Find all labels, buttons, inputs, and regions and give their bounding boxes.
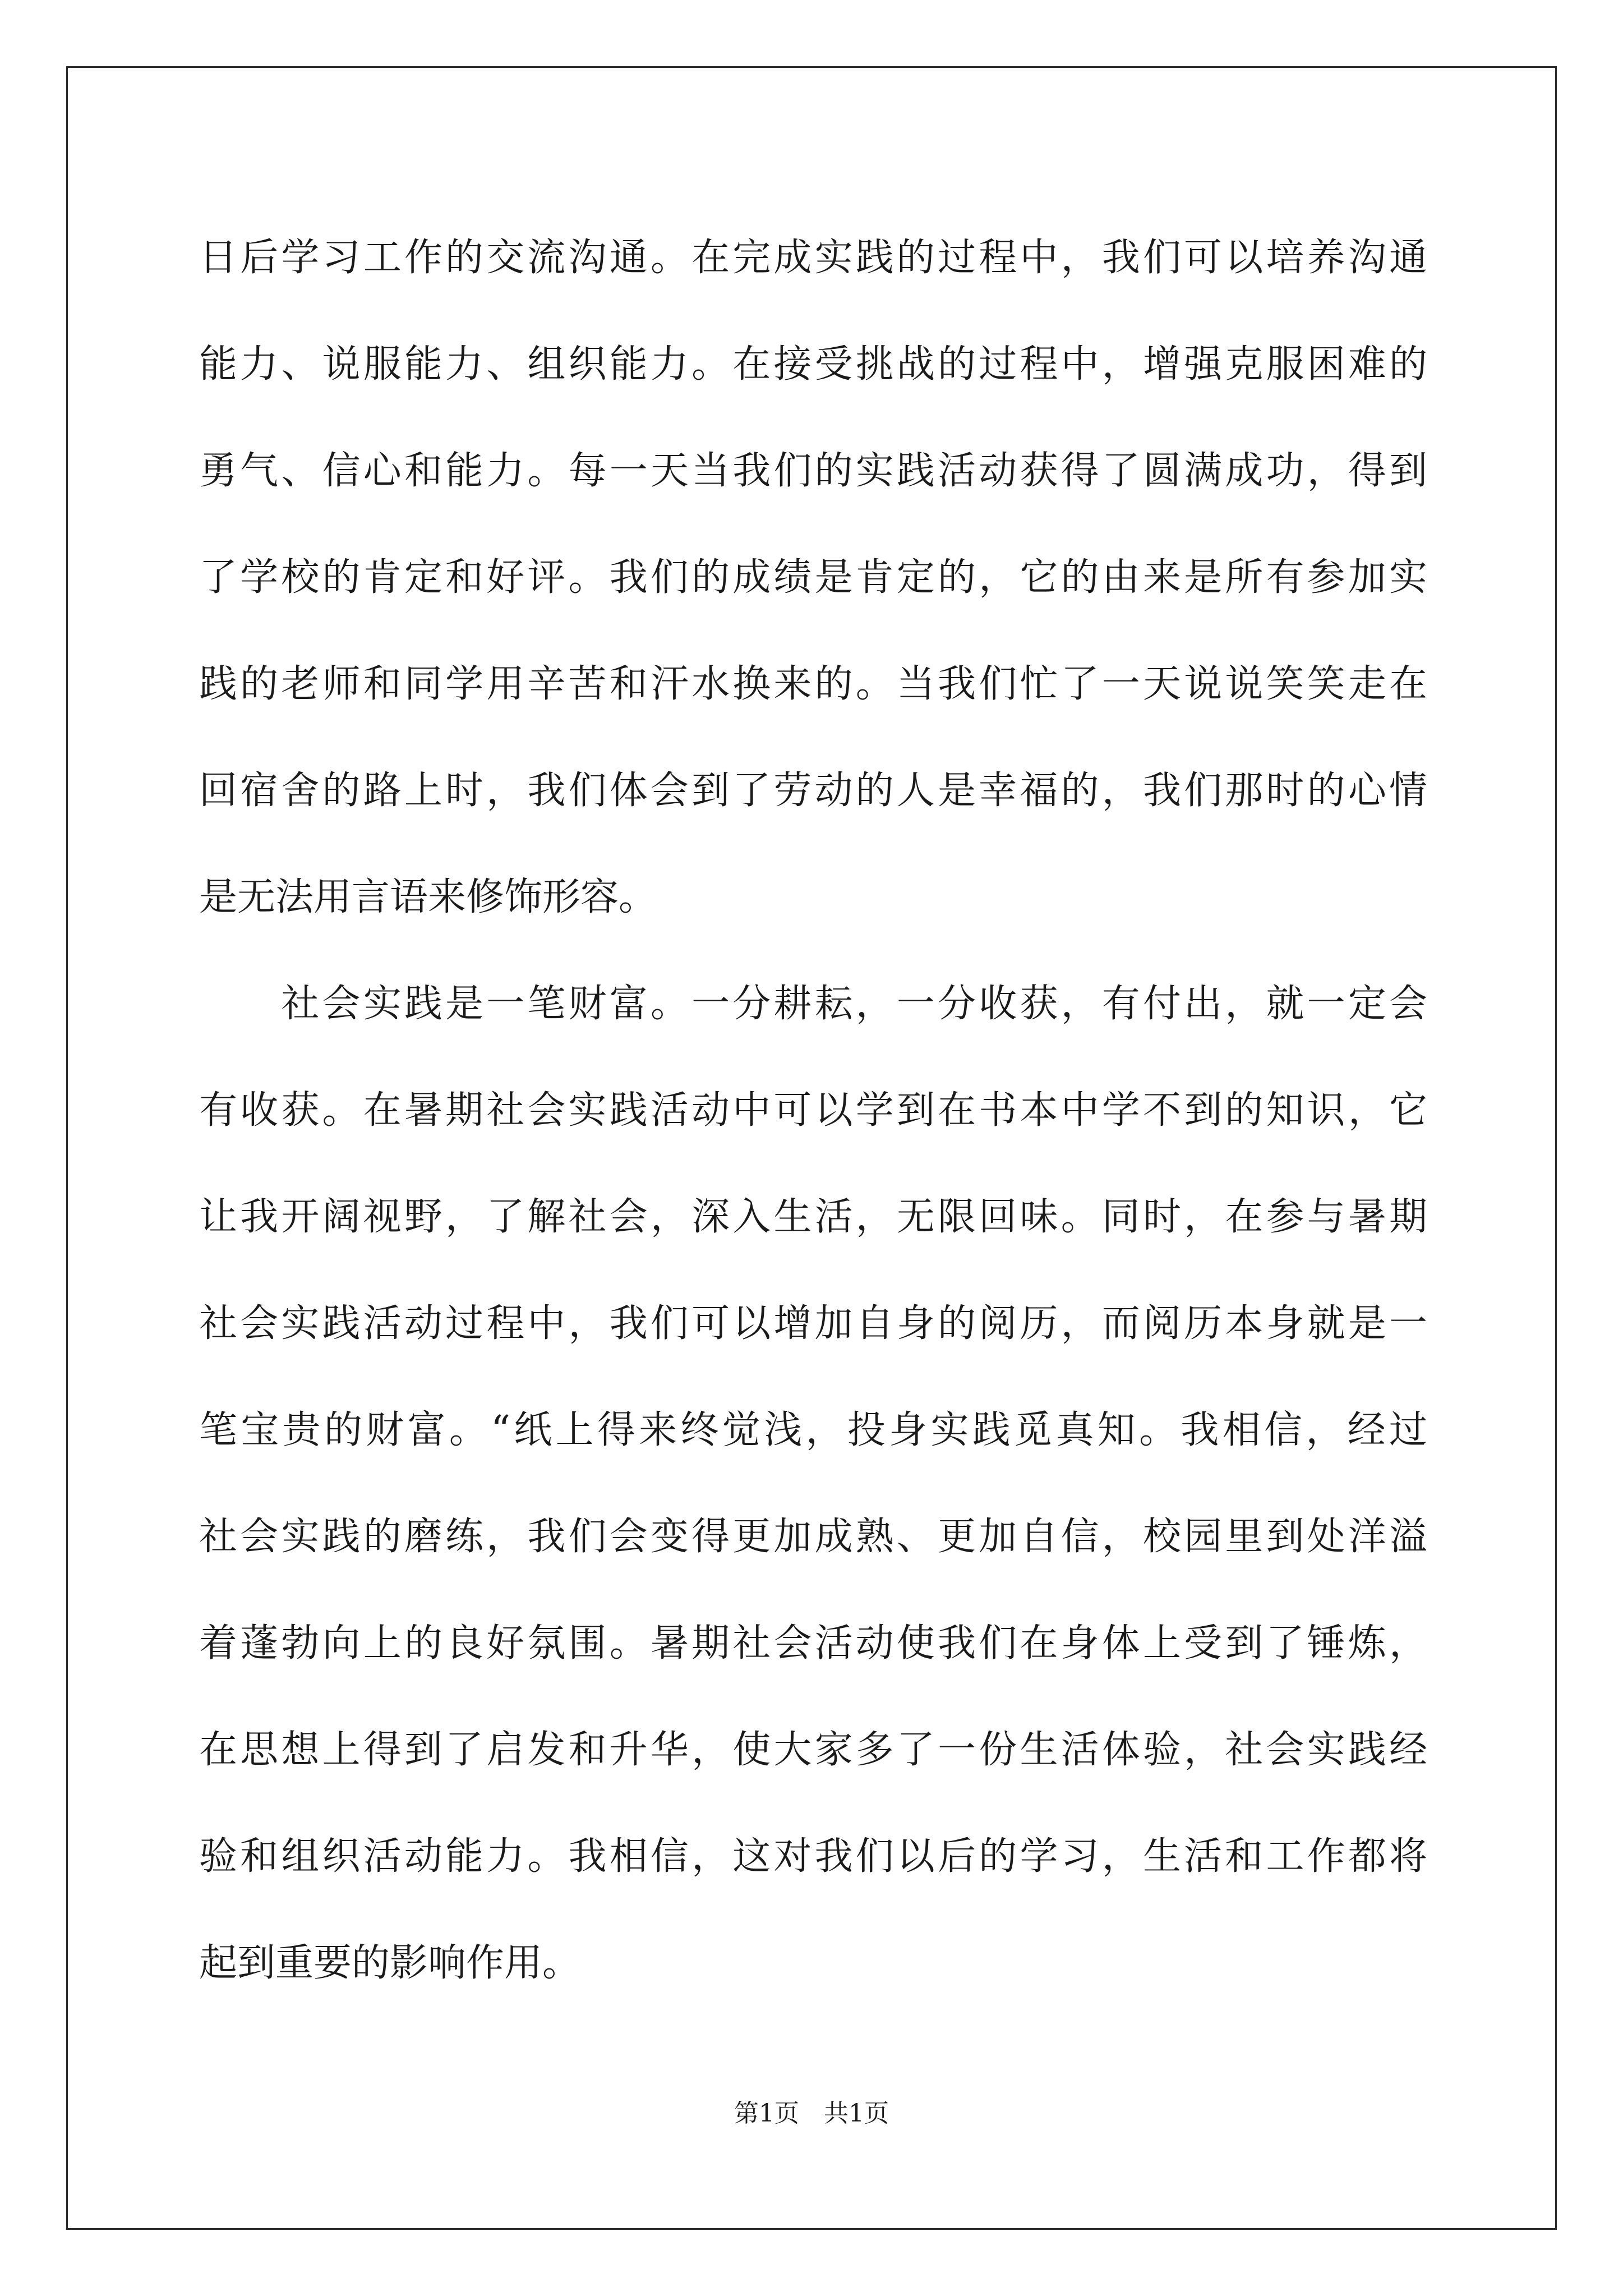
paragraph-line: 践的老师和同学用辛苦和汗水换来的。当我们忙了一天说说笑笑走在: [199, 662, 1427, 706]
paragraph-line: 社会实践是一笔财富。一分耕耘，一分收获，有付出，就一定会: [199, 982, 1427, 1026]
page-number-current: 第1页: [734, 2099, 799, 2128]
paragraph-line: 社会实践的磨练，我们会变得更加成熟、更加自信，校园里到处洋溢: [199, 1515, 1427, 1559]
paragraph-line: 勇气、信心和能力。每一天当我们的实践活动获得了圆满成功，得到: [199, 449, 1427, 493]
paragraph-line: 是无法用言语来修饰形容。: [199, 875, 657, 919]
document-body: [199, 216, 1427, 2028]
paragraph-line: 社会实践活动过程中，我们可以增加自身的阅历，而阅历本身就是一: [199, 1301, 1427, 1346]
page-number-total: 共1页: [824, 2099, 889, 2128]
paragraph-line: 让我开阔视野，了解社会，深入生活，无限回味。同时，在参与暑期: [199, 1195, 1427, 1239]
paragraph-line: 验和组织活动能力。我相信，这对我们以后的学习，生活和工作都将: [199, 1834, 1427, 1879]
paragraph-line: 能力、说服能力、组织能力。在接受挑战的过程中，增强克服困难的: [199, 342, 1427, 386]
paragraph-line: 在思想上得到了启发和升华，使大家多了一份生活体验，社会实践经: [199, 1728, 1427, 1772]
paragraph-line: 回宿舍的路上时，我们体会到了劳动的人是幸福的，我们那时的心情: [199, 769, 1427, 813]
paragraph-line: 有收获。在暑期社会实践活动中可以学到在书本中学不到的知识，它: [199, 1088, 1427, 1133]
page-footer: [0, 2097, 1623, 2131]
paragraph-line: 起到重要的影响作用。: [199, 1941, 581, 1985]
paragraph-line: 着蓬勃向上的良好氛围。暑期社会活动使我们在身体上受到了锤炼，: [199, 1621, 1427, 1665]
paragraph-line: 日后学习工作的交流沟通。在完成实践的过程中，我们可以培养沟通: [199, 236, 1427, 280]
paragraph-line: 了学校的肯定和好评。我们的成绩是肯定的，它的由来是所有参加实: [199, 555, 1427, 600]
paragraph-line: 笔宝贵的财富。“纸上得来终觉浅，投身实践觅真知。我相信，经过: [199, 1408, 1427, 1452]
